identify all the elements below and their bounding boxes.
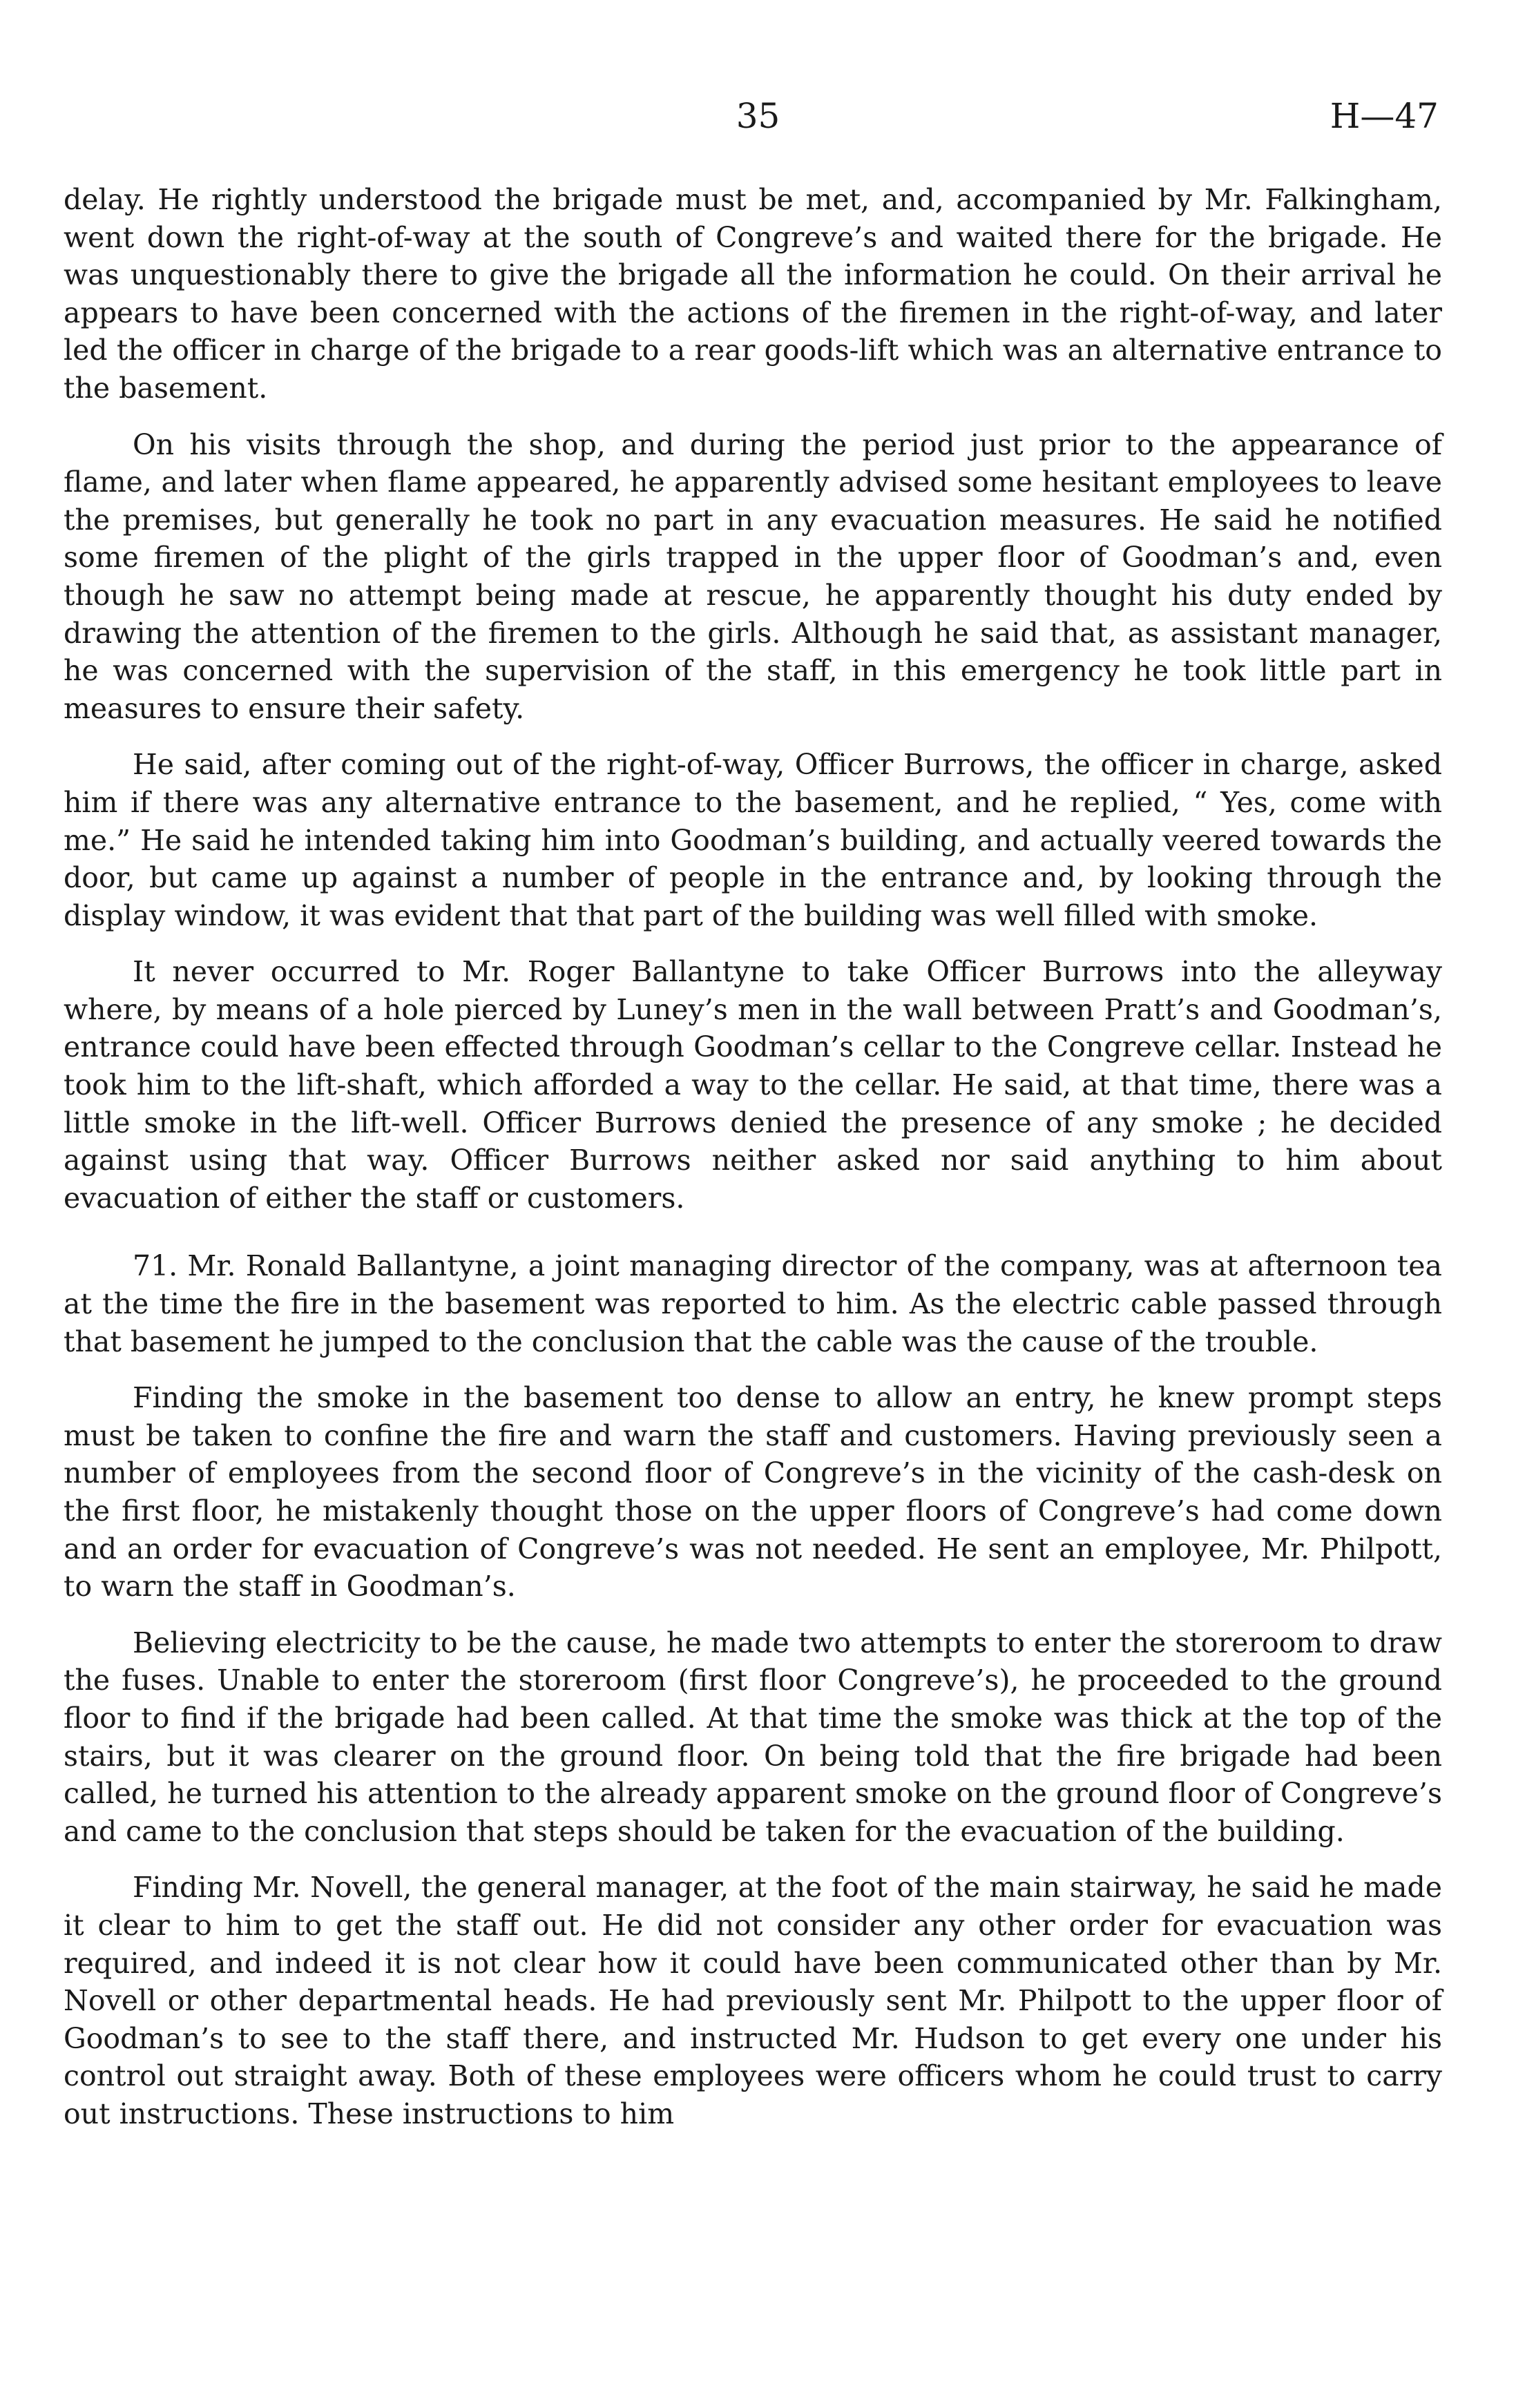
- paragraph: On his visits through the shop, and during the period just prior to the appearance of flame, and later when flame appeared, he apparently advised some hesitant employees to leave the premises, but generally he took no part in any evacuation measures. He said he notified some firemen of the plight of the girls trapped in the upper floor of Goodman’s and, even though he saw no attempt being made at rescue, he apparently thought his duty ended by drawing the attention of the firemen to the girls. Although he said that, as assistant manager, he was concerned with the supervision of the staff, in this emergency he took little part in measures to ensure their safety.: [64, 427, 1442, 725]
- paragraph: Believing electricity to be the cause, he made two attempts to enter the storeroom to draw the fuses. Unable to enter the storeroom (first floor Congreve’s), he proceeded to the ground floor to find if the brigade had been called. At that time the smoke was thick at the top of the stairs, but it was clearer on the ground floor. On being told that the fire brigade had been called, he turned his attention to the already apparent smoke on the ground floor of Congreve’s and came to the conclusion that steps should be taken for the evacuation of the building.: [64, 1626, 1442, 1848]
- paragraph: Finding the smoke in the basement too dense to allow an entry, he knew prompt steps must be taken to confine the fire and warn the staff and customers. Having previously seen a number of employees from the second floor of Congreve’s in the vicinity of the cash-desk on the first floor, he mistakenly thought those on the upper floors of Congreve’s had come down and an order for evacuation of Congreve’s was not needed. He sent an employee, Mr. Philpott, to warn the staff in Goodman’s.: [64, 1381, 1442, 1603]
- page-header: [0, 88, 1516, 144]
- report-body: [64, 181, 1442, 2152]
- paragraph: It never occurred to Mr. Roger Ballantyne to take Officer Burrows into the alleyway where, by means of a hole pierced by Luney’s men in the wall between Pratt’s and Goodman’s, entrance could have been effected through Goodman’s cellar to the Congreve cellar. Instead he took him to the lift-shaft, which afforded a way to the cellar. He said, at that time, there was a little smoke in the lift-well. Officer Burrows denied the presence of any smoke ; he decided against using that way. Officer Burrows neither asked nor said anything to him about evacuation of either the staff or customers.: [64, 955, 1442, 1215]
- document-reference: H—47: [1330, 96, 1439, 136]
- paragraph: He said, after coming out of the right-of-way, Officer Burrows, the officer in charge, asked him if there was any alternative entrance to the basement, and he replied, “ Yes, come with me.” He said he intended taking him into Goodman’s building, and actually veered towards the door, but came up against a number of people in the entrance and, by looking through the display window, it was evident that that part of the building was well filled with smoke.: [64, 748, 1442, 932]
- numbered-paragraph-71: 71. Mr. Ronald Ballantyne, a joint managing director of the company, was at afternoon tea at the time the fire in the basement was reported to him. As the electric cable passed through that basement he jumped to the conclusion that the cable was the cause of the trouble.: [64, 1249, 1442, 1358]
- paragraph-continued: delay. He rightly understood the brigade must be met, and, accompanied by Mr. Falkingham, went down the right-of-way at the south of Congreve’s and waited there for the brigade. He was unquestionably there to give the brigade all the information he could. On their arrival he appears to have been concerned with the actions of the firemen in the right-of-way, and later led the officer in charge of the brigade to a rear goods-lift which was an alternative entrance to the basement.: [64, 183, 1442, 405]
- page-number: 35: [736, 96, 780, 136]
- paragraph: Finding Mr. Novell, the general manager, at the foot of the main stairway, he said he made it clear to him to get the staff out. He did not consider any other order for evacuation was required, and indeed it is not clear how it could have been communicated other than by Mr. Novell or other departmental heads. He had previously sent Mr. Philpott to the upper floor of Goodman’s to see to the staff there, and instructed Mr. Hudson to get every one under his control out straight away. Both of these employees were officers whom he could trust to carry out instructions. These instructions to him: [64, 1871, 1442, 2130]
